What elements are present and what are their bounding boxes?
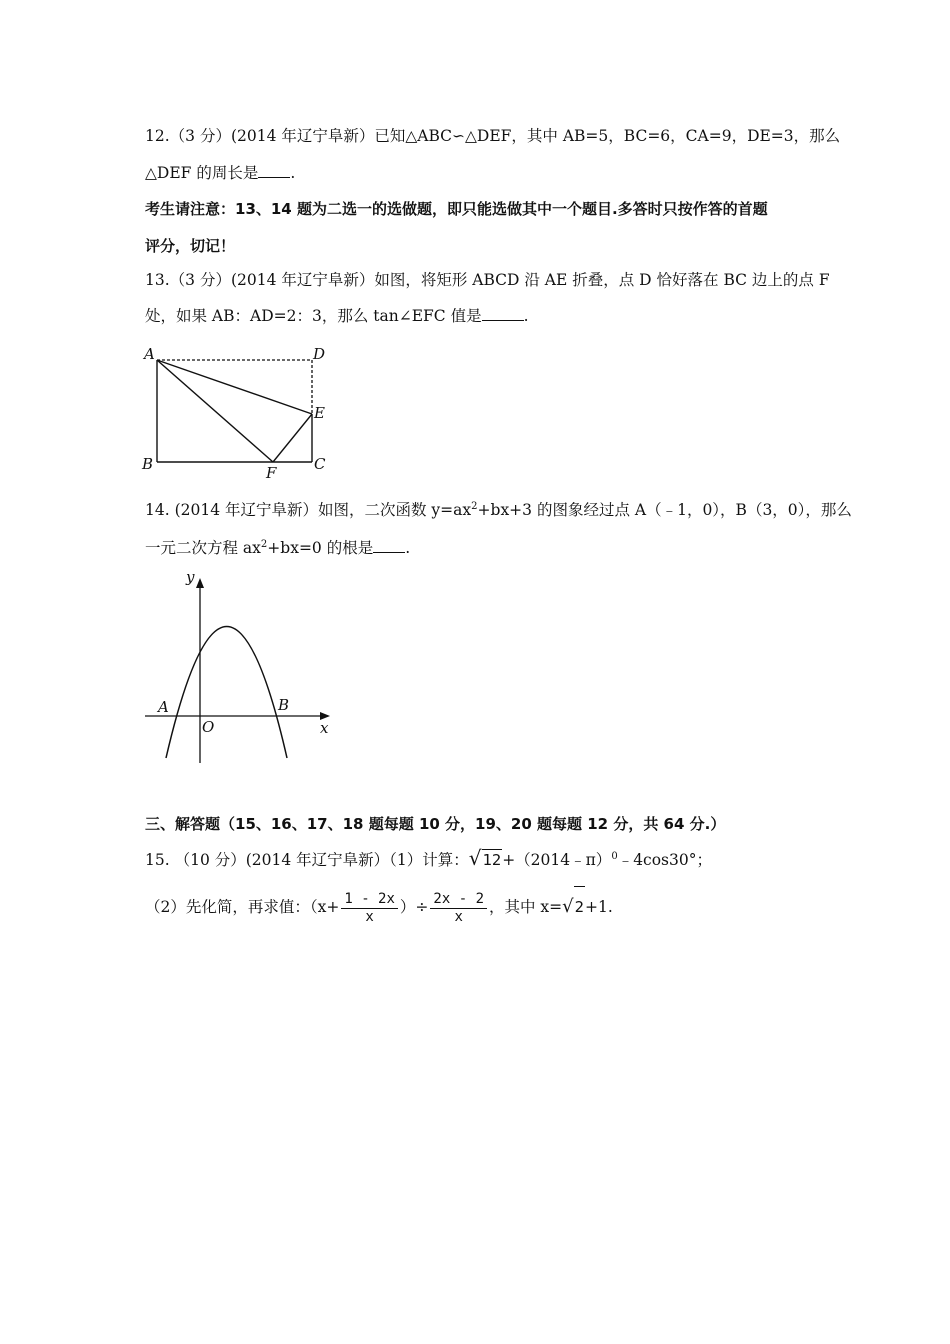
q14-line1 xyxy=(145,500,852,520)
answer-blank xyxy=(373,538,405,553)
sqrt-12 xyxy=(469,848,502,870)
q15-part2-suffix: +1. xyxy=(584,898,613,916)
notice-line1: 考生请注意：13、14 题为二选一的选做题，即只能选做其中一个题目.多答时只按作答的首题 xyxy=(145,200,768,218)
fold-line-ae xyxy=(157,360,312,414)
radicand-2: 2 xyxy=(574,886,585,927)
q14-line1-suffix: +bx+3 的图象经过点 A（﹣1，0），B（3，0），那么 xyxy=(477,501,852,519)
section3-heading: 三、解答题（15、16、17、18 题每题 10 分，19、20 题每题 12 分，共 64 分.） xyxy=(145,815,726,833)
q15-part1-exponent: 0 xyxy=(611,851,618,862)
fraction-2 xyxy=(430,891,487,926)
q15-part2-condition: ，其中 x= xyxy=(489,898,563,916)
q12-line2-prefix: △DEF 的周长是 xyxy=(145,164,259,182)
label-a: A xyxy=(158,698,169,716)
q14-line2-prefix: 一元二次方程 ax xyxy=(145,539,261,557)
q12-line2 xyxy=(145,163,295,183)
q14-parabola-figure xyxy=(140,568,340,768)
q15-part2 xyxy=(145,886,613,927)
answer-blank xyxy=(258,163,290,178)
q14-line1-exponent: 2 xyxy=(471,501,478,512)
q14-line2-mid: +bx=0 的根是 xyxy=(267,539,374,557)
fraction-2-denominator: x xyxy=(454,908,463,925)
answer-blank xyxy=(482,306,524,321)
label-b: B xyxy=(278,696,290,714)
q13-line2-prefix: 处，如果 AB：AD=2：3，那么 tan∠EFC 值是 xyxy=(145,307,482,325)
q13-line2-suffix: . xyxy=(523,307,529,325)
label-b: B xyxy=(142,455,154,473)
label-a: A xyxy=(144,345,155,363)
q15-part1 xyxy=(145,848,712,870)
fraction-1-numerator: 1 - 2x xyxy=(341,891,398,909)
q14-line2-suffix: . xyxy=(405,539,411,557)
label-o: O xyxy=(202,718,215,736)
label-c: C xyxy=(314,455,326,473)
radical-sign-icon: √ xyxy=(468,846,482,870)
label-y: y xyxy=(186,568,195,586)
label-f: F xyxy=(266,464,277,482)
label-d: D xyxy=(313,345,326,363)
q13-line1: 13.（3 分）(2014 年辽宁阜新）如图，将矩形 ABCD 沿 AE 折叠，点 D 恰好落在 BC 边上的点 F xyxy=(145,271,830,289)
q14-line2 xyxy=(145,538,410,558)
label-e: E xyxy=(314,404,325,422)
radicand-12: 12 xyxy=(482,851,502,869)
q15-part1-suffix: ﹣4cos30°； xyxy=(617,851,712,869)
q15-part1-mid: +（2014﹣π） xyxy=(502,851,612,869)
label-x: x xyxy=(320,719,329,737)
notice-line2: 评分，切记！ xyxy=(145,237,236,255)
q13-line2 xyxy=(145,306,529,326)
fraction-1-denominator: x xyxy=(365,908,374,925)
parabola-curve xyxy=(166,627,290,759)
q12-line2-suffix: . xyxy=(290,164,296,182)
fraction-1 xyxy=(341,891,398,926)
radical-sign-icon: √ xyxy=(562,896,574,917)
q14-line2-exponent: 2 xyxy=(260,539,268,550)
sqrt-2 xyxy=(562,886,585,927)
q14-line1-prefix: 14. (2014 年辽宁阜新）如图，二次函数 y=ax xyxy=(145,501,472,519)
q15-part2-prefix: （2）先化简，再求值：（x+ xyxy=(145,898,340,916)
q15-part1-prefix: 15. （10 分）(2014 年辽宁阜新）（1）计算： xyxy=(145,851,469,869)
q12-line1: 12.（3 分）(2014 年辽宁阜新）已知△ABC∽△DEF，其中 AB=5，BC=6，CA=9，DE=3，那么 xyxy=(145,127,841,145)
q15-part2-mid: ）÷ xyxy=(399,898,429,916)
segment-af xyxy=(157,360,273,462)
fraction-2-numerator: 2x - 2 xyxy=(430,891,487,909)
segment-fe xyxy=(273,414,312,462)
q13-rectangle-figure xyxy=(140,342,340,482)
y-axis-arrow-icon xyxy=(196,578,204,588)
